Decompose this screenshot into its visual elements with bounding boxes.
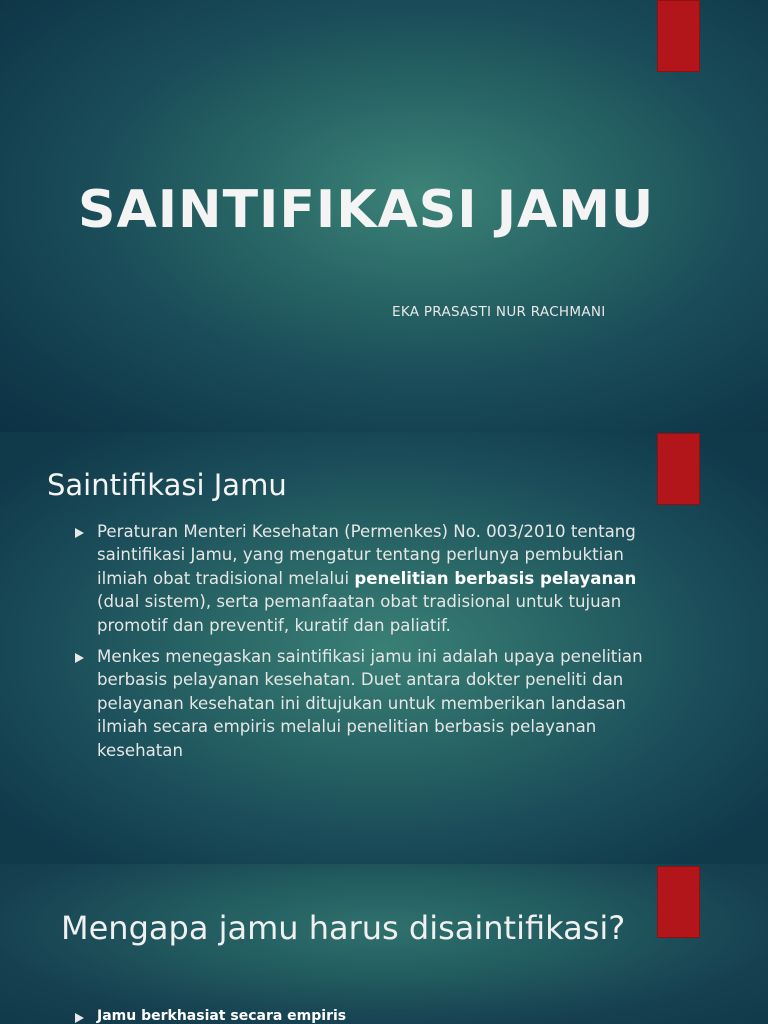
question-slide	[0, 864, 768, 1024]
bullet-item	[75, 520, 665, 637]
accent-bar	[657, 866, 700, 938]
bullet-item	[75, 1008, 346, 1024]
slide-title: SAINTIFIKASI JAMU	[78, 180, 655, 240]
bullet-text: Menkes menegaskan saintifikasi jamu ini adalah upaya penelitian berbasis pelayanan kesehatan. Duet antara dokter peneliti dan pelayanan kesehatan ini ditujukan untuk memberikan landasan ilmiah secara empiris melalui penelitian berbasis pelayanan kesehatan	[97, 647, 643, 760]
title-slide	[0, 0, 768, 432]
question-heading: Mengapa jamu harus disaintifikasi?	[61, 909, 626, 947]
triangle-right-icon	[75, 1013, 84, 1023]
author-name: EKA PRASASTI NUR RACHMANI	[392, 304, 606, 320]
accent-bar	[657, 433, 700, 505]
bullet-text-before: Peraturan Menteri Kesehatan (Permenkes) No. 003/2010 tentang saintifikasi Jamu, yang mengatur tentang perlunya pembuktian ilmiah obat tradisional melalui	[97, 522, 636, 588]
triangle-right-icon	[75, 528, 84, 538]
bullet-text-bold: penelitian berbasis pelayanan	[354, 568, 637, 588]
triangle-right-icon	[75, 653, 84, 663]
accent-bar	[657, 0, 700, 72]
section-heading: Saintifikasi Jamu	[47, 468, 287, 502]
bullet-item	[75, 645, 665, 762]
bullet-list	[75, 520, 665, 770]
bullet-text: Jamu berkhasiat secara empiris	[97, 1008, 347, 1024]
content-slide	[0, 432, 768, 864]
bullet-text-after: (dual sistem), serta pemanfaatan obat tradisional untuk tujuan promotif dan preventif, kuratif dan paliatif.	[97, 592, 622, 635]
